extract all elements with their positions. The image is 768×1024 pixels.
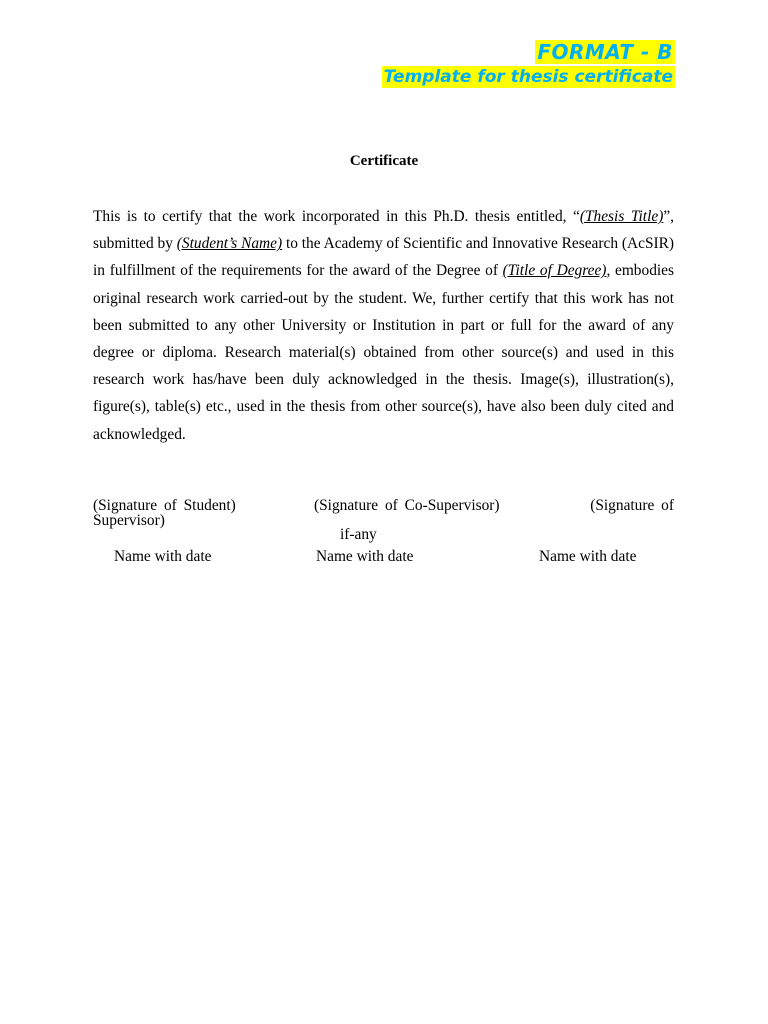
paragraph-text-4: , embodies original research work carried-out by the student. We, further certify that this work has not been submitted to any other University or Institution in part or full for the award of any degree or diploma. Research material(s) obtained from other source(s) and used in this research work has/have been duly acknowledged in the thesis. Image(s), illustration(s), figure(s), table(s) etc., used in the thesis from other source(s), have also been duly cited and acknowledged.: [93, 262, 674, 443]
thesis-title-placeholder: (Thesis Title): [579, 208, 664, 225]
co-supervisor-name-with-date: Name with date: [316, 548, 414, 565]
co-supervisor-if-any-note: if-any: [340, 526, 377, 543]
paragraph-text-3: to the Academy of Scientific and Innovative Research (AcSIR) in fulfillment of the requirements for the award of the Degree of: [93, 235, 675, 280]
template-label: Template for thesis certificate: [383, 67, 673, 87]
student-name-placeholder: (Student’s Name): [176, 235, 283, 253]
co-supervisor-signature-label: (Signature of Co-Supervisor): [314, 497, 500, 514]
supervisor-signature-label: (Signature of: [590, 497, 674, 514]
paragraph-text-2: ”, submitted by: [93, 208, 675, 253]
supervisor-name-with-date: Name with date: [539, 548, 637, 565]
paragraph-text-1: This is to certify that the work incorporated in this Ph.D. thesis entitled, “: [93, 208, 580, 225]
format-label: FORMAT - B: [537, 40, 673, 64]
supervisor-signature-label-continued: Supervisor): [93, 512, 165, 529]
document-header: [382, 40, 675, 88]
student-signature-label: (Signature of Student): [93, 497, 236, 514]
certificate-paragraph: [93, 203, 674, 448]
degree-title-placeholder: (Title of Degree): [502, 262, 607, 280]
certificate-title: Certificate: [349, 153, 419, 169]
student-name-with-date: Name with date: [114, 548, 212, 565]
